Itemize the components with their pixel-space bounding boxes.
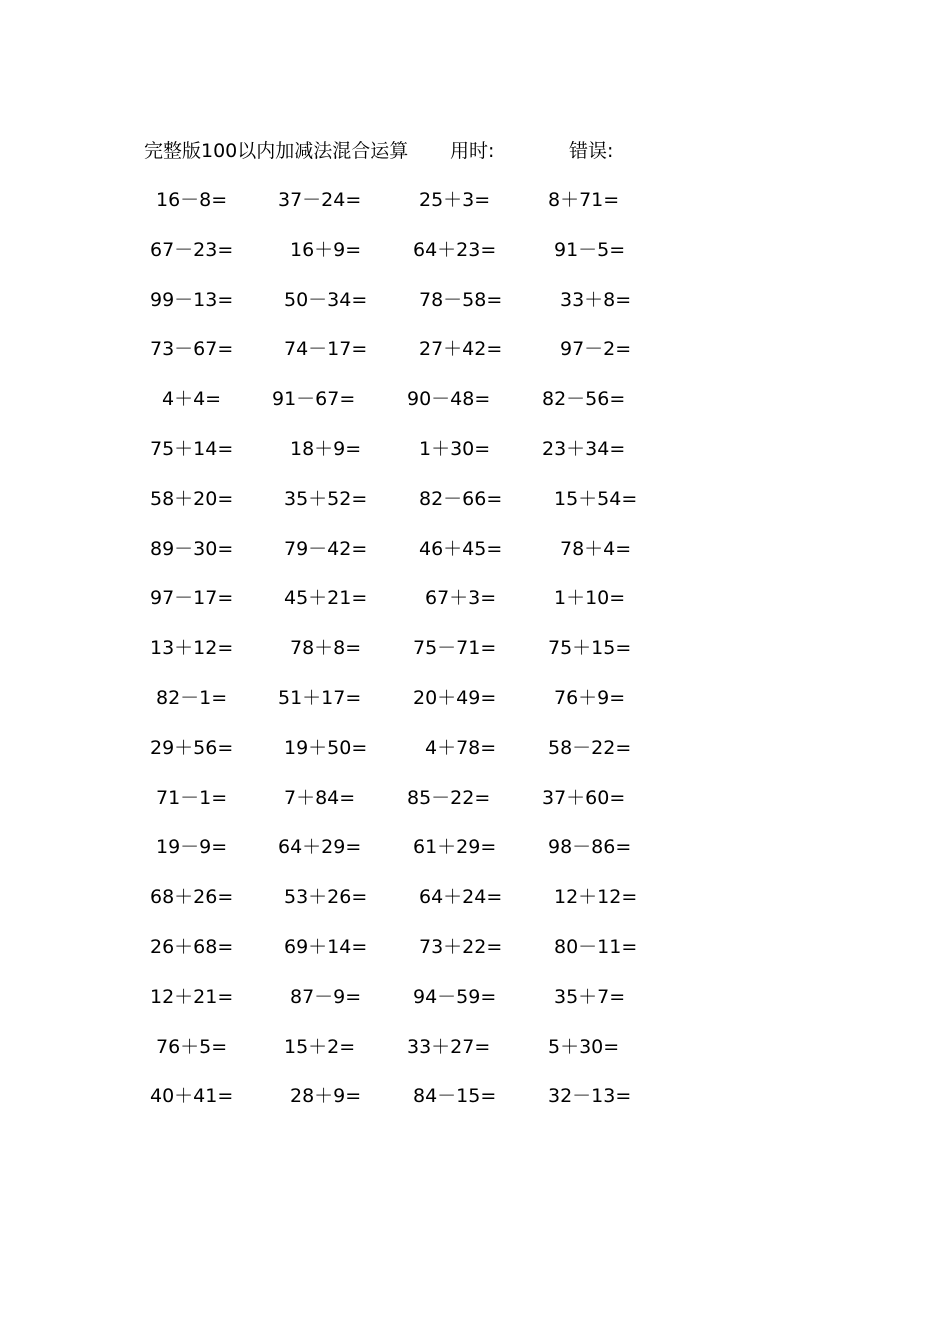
problem-item: 19－9= [156, 836, 228, 859]
problem-item: 67－23= [150, 238, 234, 261]
problem-item: 45＋21= [284, 587, 368, 610]
problem-item: 79－42= [284, 537, 368, 560]
problem-item: 16＋9= [290, 238, 362, 261]
problem-item: 71－1= [156, 786, 228, 809]
problem-item: 5＋30= [548, 1035, 620, 1058]
problem-item: 90－48= [407, 388, 491, 411]
problem-row [0, 433, 950, 483]
problem-grid [0, 184, 950, 1130]
problem-item: 33＋8= [560, 288, 632, 311]
problem-item: 64＋24= [419, 886, 503, 909]
problem-item: 25＋3= [419, 189, 491, 211]
problem-item: 33＋27= [407, 1035, 491, 1058]
problem-item: 78＋8= [290, 637, 362, 660]
problem-item: 64＋29= [278, 836, 362, 859]
problem-item: 67＋3= [425, 587, 497, 610]
problem-item: 19＋50= [284, 736, 368, 759]
time-label: 用时: [450, 140, 495, 162]
problem-item: 85－22= [407, 786, 491, 809]
problem-row [0, 533, 950, 583]
problem-item: 27＋42= [419, 338, 503, 361]
problem-item: 75＋14= [150, 437, 234, 460]
problem-row [0, 732, 950, 782]
problem-item: 97－17= [150, 587, 234, 610]
problem-item: 29＋56= [150, 736, 234, 759]
problem-item: 1＋10= [554, 587, 626, 610]
problem-item: 1＋30= [419, 437, 491, 460]
problem-row [0, 881, 950, 931]
problem-item: 32－13= [548, 1085, 632, 1108]
problem-item: 91－5= [554, 238, 626, 261]
problem-item: 84－15= [413, 1085, 497, 1108]
problem-row [0, 931, 950, 981]
problem-item: 18＋9= [290, 437, 362, 460]
problem-item: 15＋2= [284, 1035, 356, 1058]
problem-item: 82－56= [542, 388, 626, 411]
problem-item: 94－59= [413, 985, 497, 1008]
problem-row [0, 632, 950, 682]
problem-row [0, 383, 950, 433]
problem-item: 35＋7= [554, 985, 626, 1008]
problem-item: 16－8= [156, 189, 228, 211]
problem-row [0, 234, 950, 284]
problem-row [0, 284, 950, 334]
problem-item: 75＋15= [548, 637, 632, 660]
problem-item: 35＋52= [284, 487, 368, 510]
problem-item: 40＋41= [150, 1085, 234, 1108]
problem-item: 28＋9= [290, 1085, 362, 1108]
problem-item: 68＋26= [150, 886, 234, 909]
problem-item: 12＋12= [554, 886, 638, 909]
problem-item: 97－2= [560, 338, 632, 361]
problem-item: 76＋9= [554, 686, 626, 709]
problem-item: 61＋29= [413, 836, 497, 859]
worksheet-title: 完整版100以内加减法混合运算 [144, 140, 409, 162]
problem-item: 7＋84= [284, 786, 356, 809]
problem-item: 50－34= [284, 288, 368, 311]
problem-item: 73－67= [150, 338, 234, 361]
problem-row [0, 483, 950, 533]
problem-item: 26＋68= [150, 935, 234, 958]
problem-row [0, 582, 950, 632]
problem-item: 82－1= [156, 686, 228, 709]
problem-item: 15＋54= [554, 487, 638, 510]
problem-item: 98－86= [548, 836, 632, 859]
problem-row [0, 184, 950, 234]
problem-item: 80－11= [554, 935, 638, 958]
problem-row [0, 981, 950, 1031]
problem-item: 91－67= [272, 388, 356, 411]
problem-item: 89－30= [150, 537, 234, 560]
problem-item: 82－66= [419, 487, 503, 510]
problem-item: 99－13= [150, 288, 234, 311]
error-label: 错误: [569, 140, 614, 162]
problem-item: 78＋4= [560, 537, 632, 560]
problem-item: 73＋22= [419, 935, 503, 958]
problem-row [0, 333, 950, 383]
problem-item: 4＋78= [425, 736, 497, 759]
problem-item: 20＋49= [413, 686, 497, 709]
problem-item: 53＋26= [284, 886, 368, 909]
problem-item: 76＋5= [156, 1035, 228, 1058]
problem-item: 37＋60= [542, 786, 626, 809]
problem-item: 12＋21= [150, 985, 234, 1008]
problem-item: 87－9= [290, 985, 362, 1008]
problem-row [0, 831, 950, 881]
problem-row [0, 682, 950, 732]
problem-item: 69＋14= [284, 935, 368, 958]
problem-item: 64＋23= [413, 238, 497, 261]
problem-item: 4＋4= [162, 388, 222, 411]
problem-item: 75－71= [413, 637, 497, 660]
problem-item: 46＋45= [419, 537, 503, 560]
problem-item: 8＋71= [548, 189, 620, 211]
problem-item: 51＋17= [278, 686, 362, 709]
problem-item: 74－17= [284, 338, 368, 361]
problem-item: 13＋12= [150, 637, 234, 660]
problem-row [0, 782, 950, 832]
problem-item: 37－24= [278, 189, 362, 211]
problem-item: 58－22= [548, 736, 632, 759]
problem-row [0, 1031, 950, 1081]
problem-row [0, 1080, 950, 1130]
problem-item: 23＋34= [542, 437, 626, 460]
problem-item: 58＋20= [150, 487, 234, 510]
problem-item: 78－58= [419, 288, 503, 311]
